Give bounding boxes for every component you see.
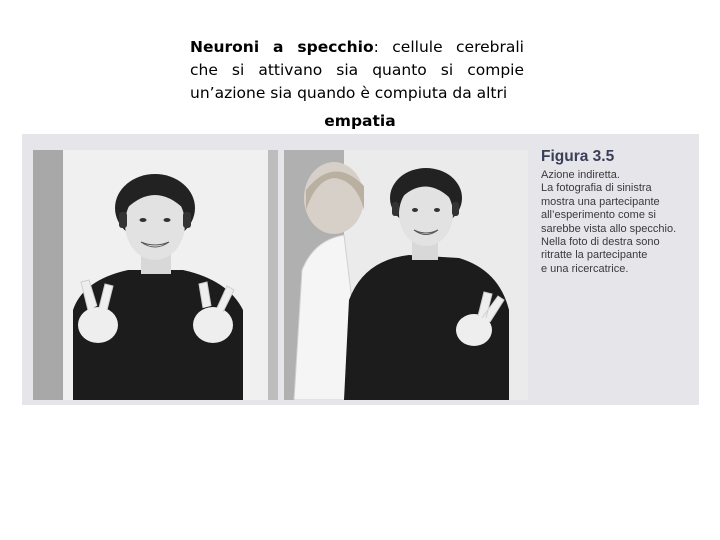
figure-panel <box>22 134 699 405</box>
intro-line-2: che si attivano sia quanto si compie <box>190 61 524 79</box>
photo-right-participant-and-researcher <box>284 150 528 400</box>
photo-left-participant <box>33 150 278 400</box>
term-mirror-neurons: Neuroni a specchio <box>190 38 374 56</box>
figure-caption-text: La fotografia di sinistra mostra una partecipante all’esperimento come si sarebbe vista allo specchio. Nella foto di destra sono ritratte la partecipante e una ricercatrice. <box>541 182 677 275</box>
intro-paragraph <box>190 36 524 105</box>
figure-caption <box>541 148 699 276</box>
intro-line-1 <box>190 36 524 59</box>
figure-title: Figura 3.5 <box>541 148 615 165</box>
intro-line-3: un’azione sia quando è compiuta da altri <box>190 84 508 102</box>
figure-subtitle: Azione indiretta. <box>541 169 620 181</box>
intro-line-1-rest: : cellule cerebrali <box>373 38 524 56</box>
keyword-heading: empatia <box>324 112 396 130</box>
